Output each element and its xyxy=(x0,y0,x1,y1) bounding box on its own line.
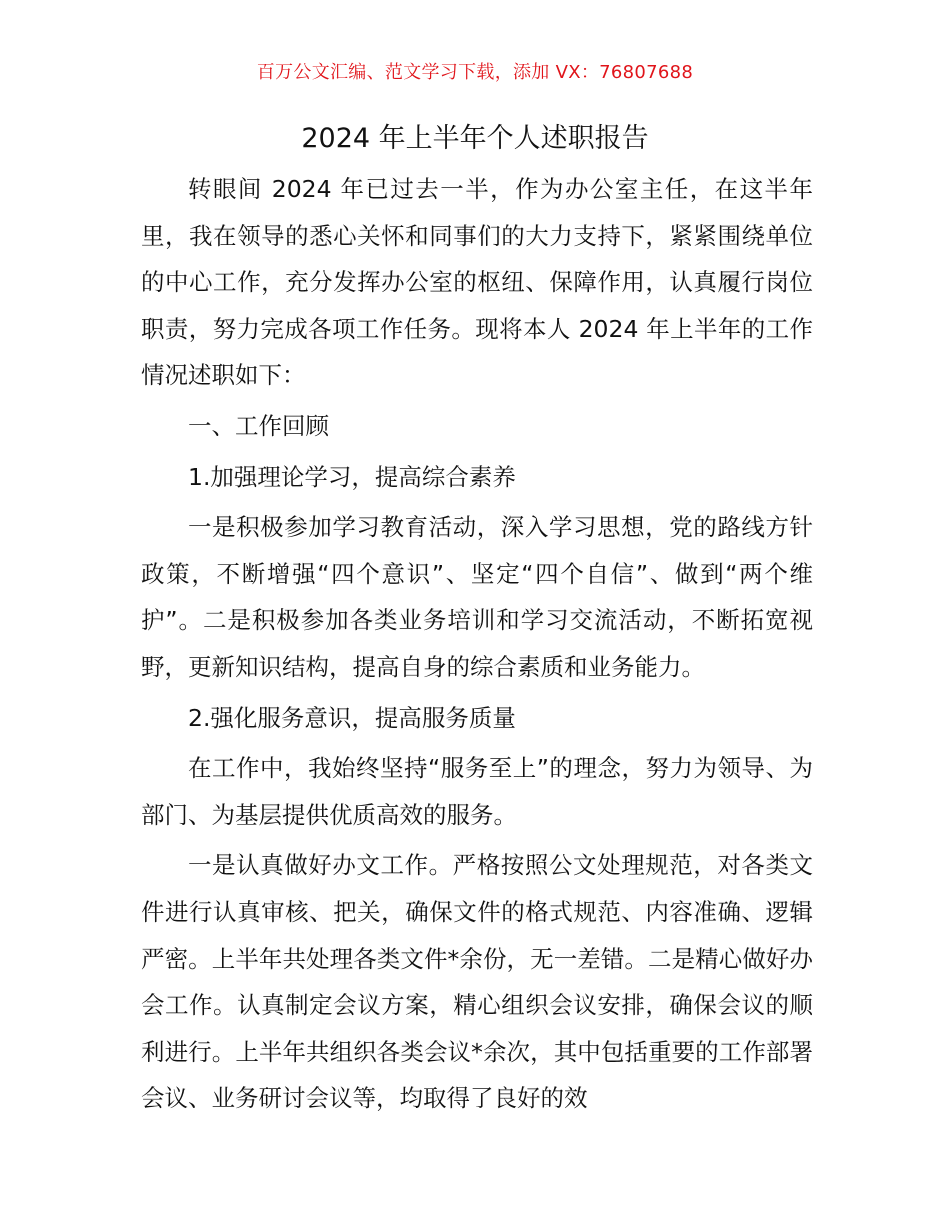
watermark-header: 百万公文汇编、范文学习下载，添加 VX：76807688 xyxy=(256,62,694,83)
document-body xyxy=(141,166,813,1126)
subsection-heading: 2.强化服务意识，提高服务质量 xyxy=(188,703,516,732)
body-paragraph: 一是积极参加学习教育活动，深入学习思想，党的路线方针政策，不断增强“四个意识”、坚定“四个自信”、做到“两个维护”。二是积极参加各类业务培训和学习交流活动，不断拓宽视野，更新知识结构，提高自身的综合素质和业务能力。 xyxy=(141,513,813,681)
section-heading: 一、工作回顾 xyxy=(188,411,329,440)
body-paragraph: 在工作中，我始终坚持“服务至上”的理念，努力为领导、为部门、为基层提供优质高效的服务。 xyxy=(141,754,813,829)
intro-paragraph: 转眼间 2024 年已过去一半，作为办公室主任，在这半年里，我在领导的悉心关怀和同事们的大力支持下，紧紧围绕单位的中心工作，充分发挥办公室的枢纽、保障作用，认真履行岗位职责，努力完成各项工作任务。现将本人 2024 年上半年的工作情况述职如下： xyxy=(141,175,813,390)
subsection-heading: 1.加强理论学习，提高综合素养 xyxy=(188,462,516,491)
body-paragraph: 一是认真做好办文工作。严格按照公文处理规范，对各类文件进行认真审核、把关，确保文件的格式规范、内容准确、逻辑严密。上半年共处理各类文件*余份，无一差错。二是精心做好办会工作。认真制定会议方案，精心组织会议安排，确保会议的顺利进行。上半年共组织各类会议*余次，其中包括重要的工作部署会议、业务研讨会议等，均取得了良好的效 xyxy=(141,851,813,1113)
document-title: 2024 年上半年个人述职报告 xyxy=(301,123,649,154)
